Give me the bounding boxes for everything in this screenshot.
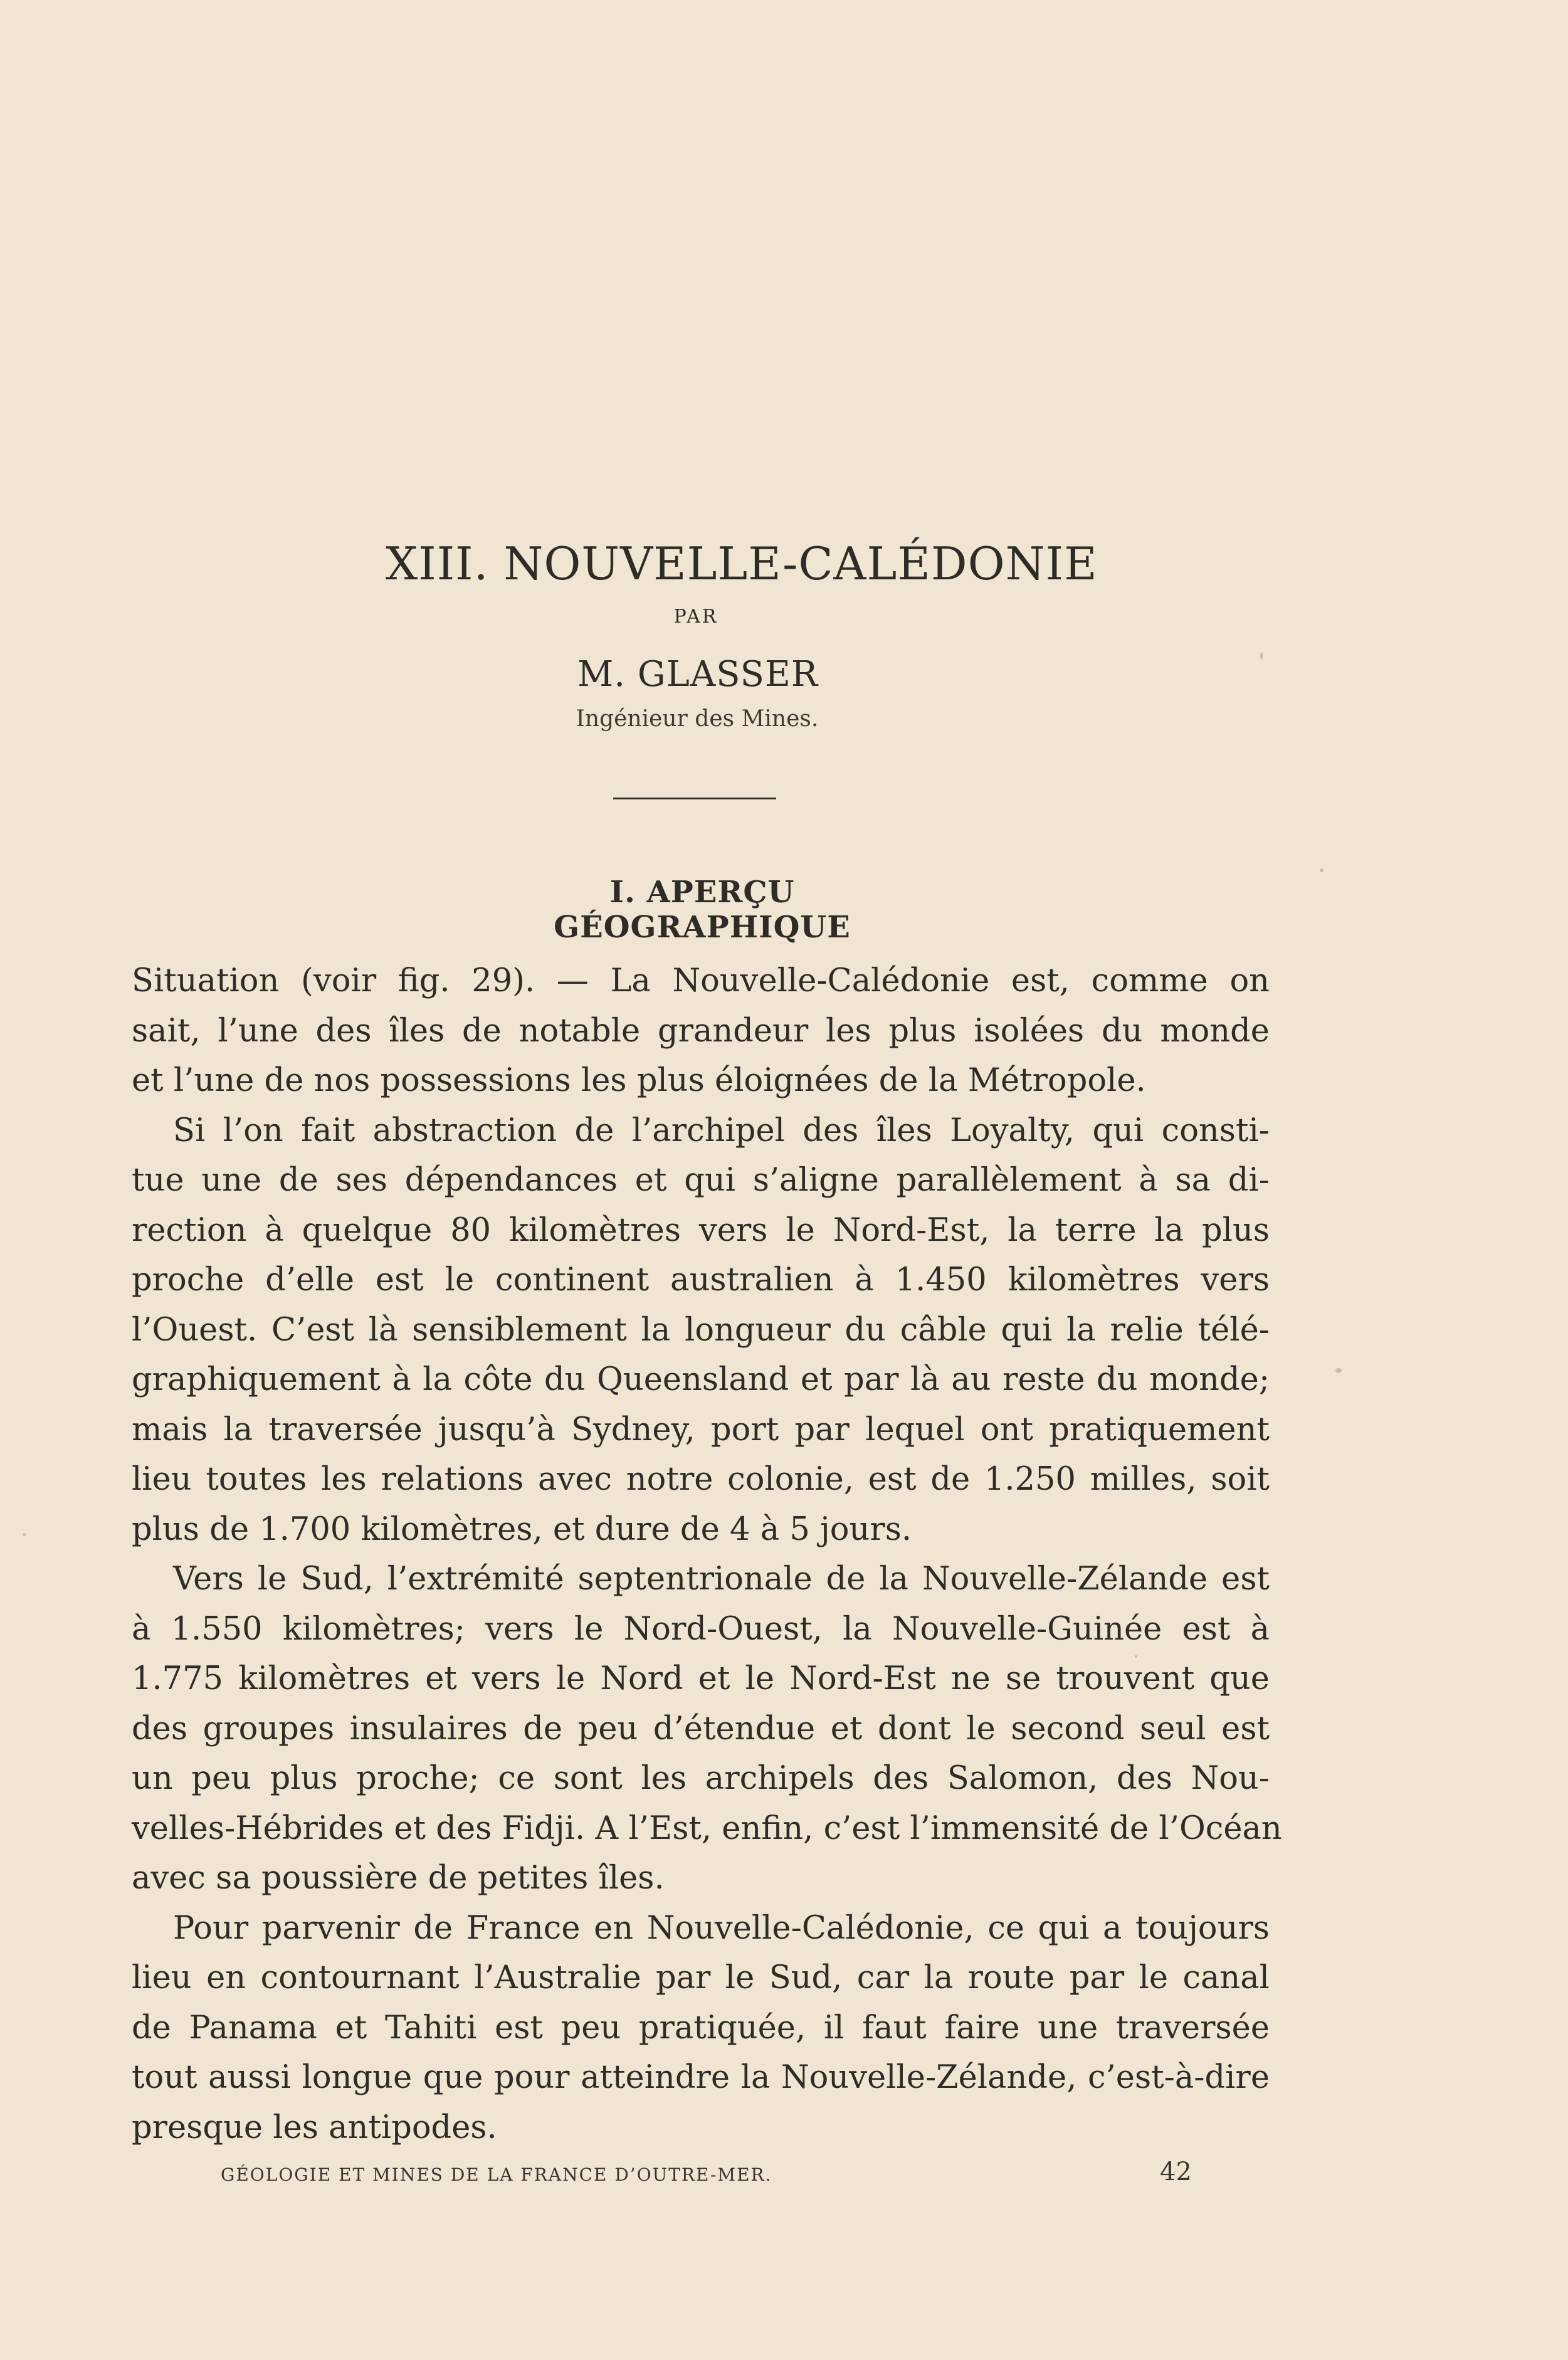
text-line: avec sa poussière de petites îles. xyxy=(132,1860,665,1897)
text-line: mais la traversée jusqu’à Sydney, port par lequel ont pratiquement xyxy=(132,1411,1270,1448)
text-line: de Panama et Tahiti est peu pratiquée, il faut faire une traversée xyxy=(132,2009,1270,2047)
text-line: Situation (voir fig. 29). — La Nouvelle-Calédonie est, comme on xyxy=(132,962,1270,999)
text-line: des groupes insulaires de peu d’étendue et dont le second seul est xyxy=(132,1710,1270,1747)
text-line: Vers le Sud, l’extrémité septentrionale de la Nouvelle-Zélande est xyxy=(173,1561,1270,1598)
paper-speck xyxy=(1260,652,1263,660)
paper-speck xyxy=(23,1533,26,1536)
text-line: lieu toutes les relations avec notre colonie, est de 1.250 milles, soit xyxy=(132,1461,1270,1498)
paper-speck xyxy=(1335,1368,1342,1373)
text-line: tue une de ses dépendances et qui s’aligne parallèlement à sa di- xyxy=(132,1162,1270,1199)
document-body xyxy=(132,956,1282,2152)
running-title: GÉOLOGIE ET MINES DE LA FRANCE D’OUTRE-MER. xyxy=(221,2164,772,2185)
author-name: M. GLASSER xyxy=(577,654,819,695)
text-line: presque les antipodes. xyxy=(132,2109,497,2146)
text-line: 1.775 kilomètres et vers le Nord et le Nord-Est ne se trouvent que xyxy=(132,1660,1270,1697)
text-line: tout aussi longue que pour atteindre la Nouvelle-Zélande, c’est-à-dire xyxy=(132,2059,1270,2096)
byline: PAR xyxy=(673,606,718,628)
section-heading: I. APERÇU GÉOGRAPHIQUE xyxy=(554,875,851,945)
text-line: rection à quelque 80 kilomètres vers le Nord-Est, la terre la plus xyxy=(132,1211,1270,1249)
paper-speck xyxy=(1320,868,1323,872)
text-line: Si l’on fait abstraction de l’archipel des îles Loyalty, qui consti- xyxy=(173,1112,1270,1149)
author-role: Ingénieur des Mines. xyxy=(576,706,819,732)
chapter-title: XIII. NOUVELLE-CALÉDONIE xyxy=(386,537,1098,590)
page-number: 42 xyxy=(1160,2157,1192,2186)
text-line: et l’une de nos possessions les plus éloignées de la Métropole. xyxy=(132,1062,1146,1099)
text-line: à 1.550 kilomètres; vers le Nord-Ouest, la Nouvelle-Guinée est à xyxy=(132,1610,1270,1648)
text-line: proche d’elle est le continent australien à 1.450 kilomètres vers xyxy=(132,1262,1270,1299)
text-line: lieu en contournant l’Australie par le Sud, car la route par le canal xyxy=(132,1959,1270,1996)
text-line: velles-Hébrides et des Fidji. A l’Est, enfin, c’est l’immensité de l’Océan xyxy=(132,1810,1282,1847)
text-line: plus de 1.700 kilomètres, et dure de 4 à 5 jours. xyxy=(132,1510,912,1548)
text-line: sait, l’une des îles de notable grandeur les plus isolées du monde xyxy=(132,1012,1270,1050)
text-line: Pour parvenir de France en Nouvelle-Calédonie, ce qui a toujours xyxy=(173,1909,1270,1947)
text-line: un peu plus proche; ce sont les archipels des Salomon, des Nou- xyxy=(132,1760,1270,1797)
text-line: l’Ouest. C’est là sensiblement la longueur du câble qui la relie télé- xyxy=(132,1311,1270,1349)
text-line: graphiquement à la côte du Queensland et par là au reste du monde; xyxy=(132,1361,1270,1398)
title-divider xyxy=(613,798,776,799)
